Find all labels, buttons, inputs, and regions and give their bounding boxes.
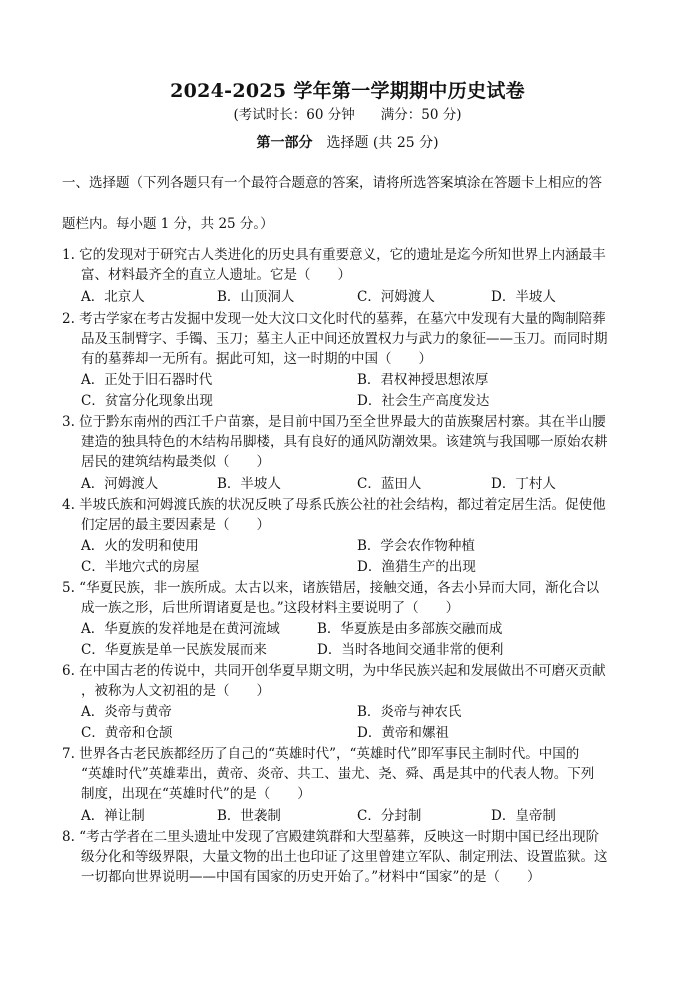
option-b[interactable]: B．世袭制 xyxy=(217,808,281,824)
exam-meta xyxy=(0,103,695,123)
question-7 xyxy=(62,744,637,804)
question-text: 1. 它的发现对于研究古人类进化的历史具有重要意义，它的遗址是迄今所知世界上内涵最丰 xyxy=(62,247,606,263)
option-b[interactable]: B．山顶洞人 xyxy=(217,289,295,305)
option-d[interactable]: D．社会生产高度发达 xyxy=(357,393,490,409)
question-text: 6. 在中国古老的传说中，共同开创华夏早期文明，为中华民族兴起和发展做出不可磨灭贡献 xyxy=(62,663,606,679)
instructions-line-1: 一、选择题（下列各题只有一个最符合题意的答案，请将所选答案填涂在答题卡上相应的答 xyxy=(62,175,602,191)
section-title: 选择题 (共 25 分) xyxy=(326,135,439,151)
question-text: 5. “华夏民族，非一族所成。太古以来，诸族错居，接触交通，各去小异而大同，渐化合以 xyxy=(62,580,600,596)
option-b[interactable]: B．学会农作物种植 xyxy=(357,538,475,554)
question-text: ，被称为人文初祖的是（ ） xyxy=(81,683,270,699)
option-b[interactable]: B．华夏族是由多部族交融而成 xyxy=(317,621,503,637)
question-text: 8. “考古学者在二里头遗址中发现了宫殿建筑群和大型墓葬，反映这一时期中国已经出现阶 xyxy=(62,829,600,845)
exam-title: 2024-2025 学年第一学期期中历史试卷 xyxy=(170,80,525,102)
section-label: 第一部分 xyxy=(256,135,313,151)
option-c[interactable]: C．半地穴式的房屋 xyxy=(81,559,200,575)
option-c[interactable]: C．河姆渡人 xyxy=(357,289,435,305)
exam-score: 满分：50 分) xyxy=(380,107,462,123)
question-8 xyxy=(62,827,637,887)
instructions-line-2: 题栏内。每小题 1 分，共 25 分。） xyxy=(62,216,274,232)
option-b[interactable]: B．半坡人 xyxy=(217,476,281,492)
question-text: 7. 世界各古老民族都经历了自己的“英雄时代”，“英雄时代”即军事民主制时代。中国的 xyxy=(62,746,580,762)
question-text: 们定居的最主要因素是（ ） xyxy=(81,517,270,533)
option-a[interactable]: A．华夏族的发祥地是在黄河流域 xyxy=(81,621,280,637)
section-heading xyxy=(0,132,695,152)
question-5 xyxy=(62,578,637,618)
question-text: 级分化和等级界限，大量文物的出土也印证了这里曾建立军队、制定刑法、设置监狱。这 xyxy=(81,849,608,865)
option-a[interactable]: A．炎帝与黄帝 xyxy=(81,704,172,720)
option-c[interactable]: C．黄帝和仓颉 xyxy=(81,725,173,741)
question-text: 一切都向世界说明——中国有国家的历史开始了。”材料中“国家”的是（ ） xyxy=(81,869,541,885)
option-c[interactable]: C．蓝田人 xyxy=(357,476,422,492)
option-c[interactable]: C．贫富分化现象出现 xyxy=(81,393,213,409)
question-3 xyxy=(62,412,637,472)
question-text: 居民的建筑结构最类似（ ） xyxy=(81,454,270,470)
question-text: 建造的独具特色的木结构吊脚楼，具有良好的通风防潮效果。该建筑与我国哪一原始农耕 xyxy=(81,434,608,450)
option-a[interactable]: A．火的发明和使用 xyxy=(81,538,199,554)
question-text: 4. 半坡氏族和河姆渡氏族的状况反映了母系氏族公社的社会结构，都过着定居生活。促使他 xyxy=(62,497,606,513)
question-6 xyxy=(62,661,637,701)
option-a[interactable]: A．北京人 xyxy=(81,289,145,305)
option-d[interactable]: D．丁村人 xyxy=(491,476,556,492)
option-d[interactable]: D．半坡人 xyxy=(491,289,556,305)
question-2 xyxy=(62,309,637,369)
question-text: 2. 考古学家在考古发掘中发现一处大汶口文化时代的墓葬，在墓穴中发现有大量的陶制陪葬 xyxy=(62,311,606,327)
question-text: 有的墓葬却一无所有。据此可知，这一时期的中国（ ） xyxy=(81,351,432,367)
question-text: 制度，出现在“英雄时代”的是（ ） xyxy=(81,786,311,802)
question-text: 成一族之形，后世所谓诸夏是也。”这段材料主要说明了（ ） xyxy=(81,600,460,616)
option-b[interactable]: B．炎帝与神农氏 xyxy=(357,704,462,720)
exam-duration: (考试时长：60 分钟 xyxy=(233,107,355,123)
option-b[interactable]: B．君权神授思想浓厚 xyxy=(357,372,489,388)
question-4 xyxy=(62,495,637,535)
question-text: 3. 位于黔东南州的西江千户苗寨，是目前中国乃至全世界最大的苗族聚居村寨。其在半山腰 xyxy=(62,414,606,430)
option-d[interactable]: D．黄帝和嫘祖 xyxy=(357,725,449,741)
option-c[interactable]: C．华夏族是单一民族发展而来 xyxy=(81,642,267,658)
option-a[interactable]: A．禅让制 xyxy=(81,808,145,824)
option-a[interactable]: A．正处于旧石器时代 xyxy=(81,372,213,388)
option-d[interactable]: D．皇帝制 xyxy=(491,808,556,824)
option-c[interactable]: C．分封制 xyxy=(357,808,422,824)
question-text: 品及玉制臂字、手镯、玉刀；墓主人正中间还放置权力与武力的象征——玉刀。而同时期 xyxy=(81,331,608,347)
question-1 xyxy=(62,245,637,285)
option-d[interactable]: D．渔猎生产的出现 xyxy=(357,559,476,575)
option-a[interactable]: A．河姆渡人 xyxy=(81,476,159,492)
option-d[interactable]: D．当时各地间交通非常的便利 xyxy=(317,642,504,658)
question-text: “英雄时代”英雄辈出，黄帝、炎帝、共工、蚩尤、尧、舜、禹是其中的代表人物。下列 xyxy=(81,766,595,782)
question-text: 富、材料最齐全的直立人遗址。它是（ ） xyxy=(81,267,351,283)
